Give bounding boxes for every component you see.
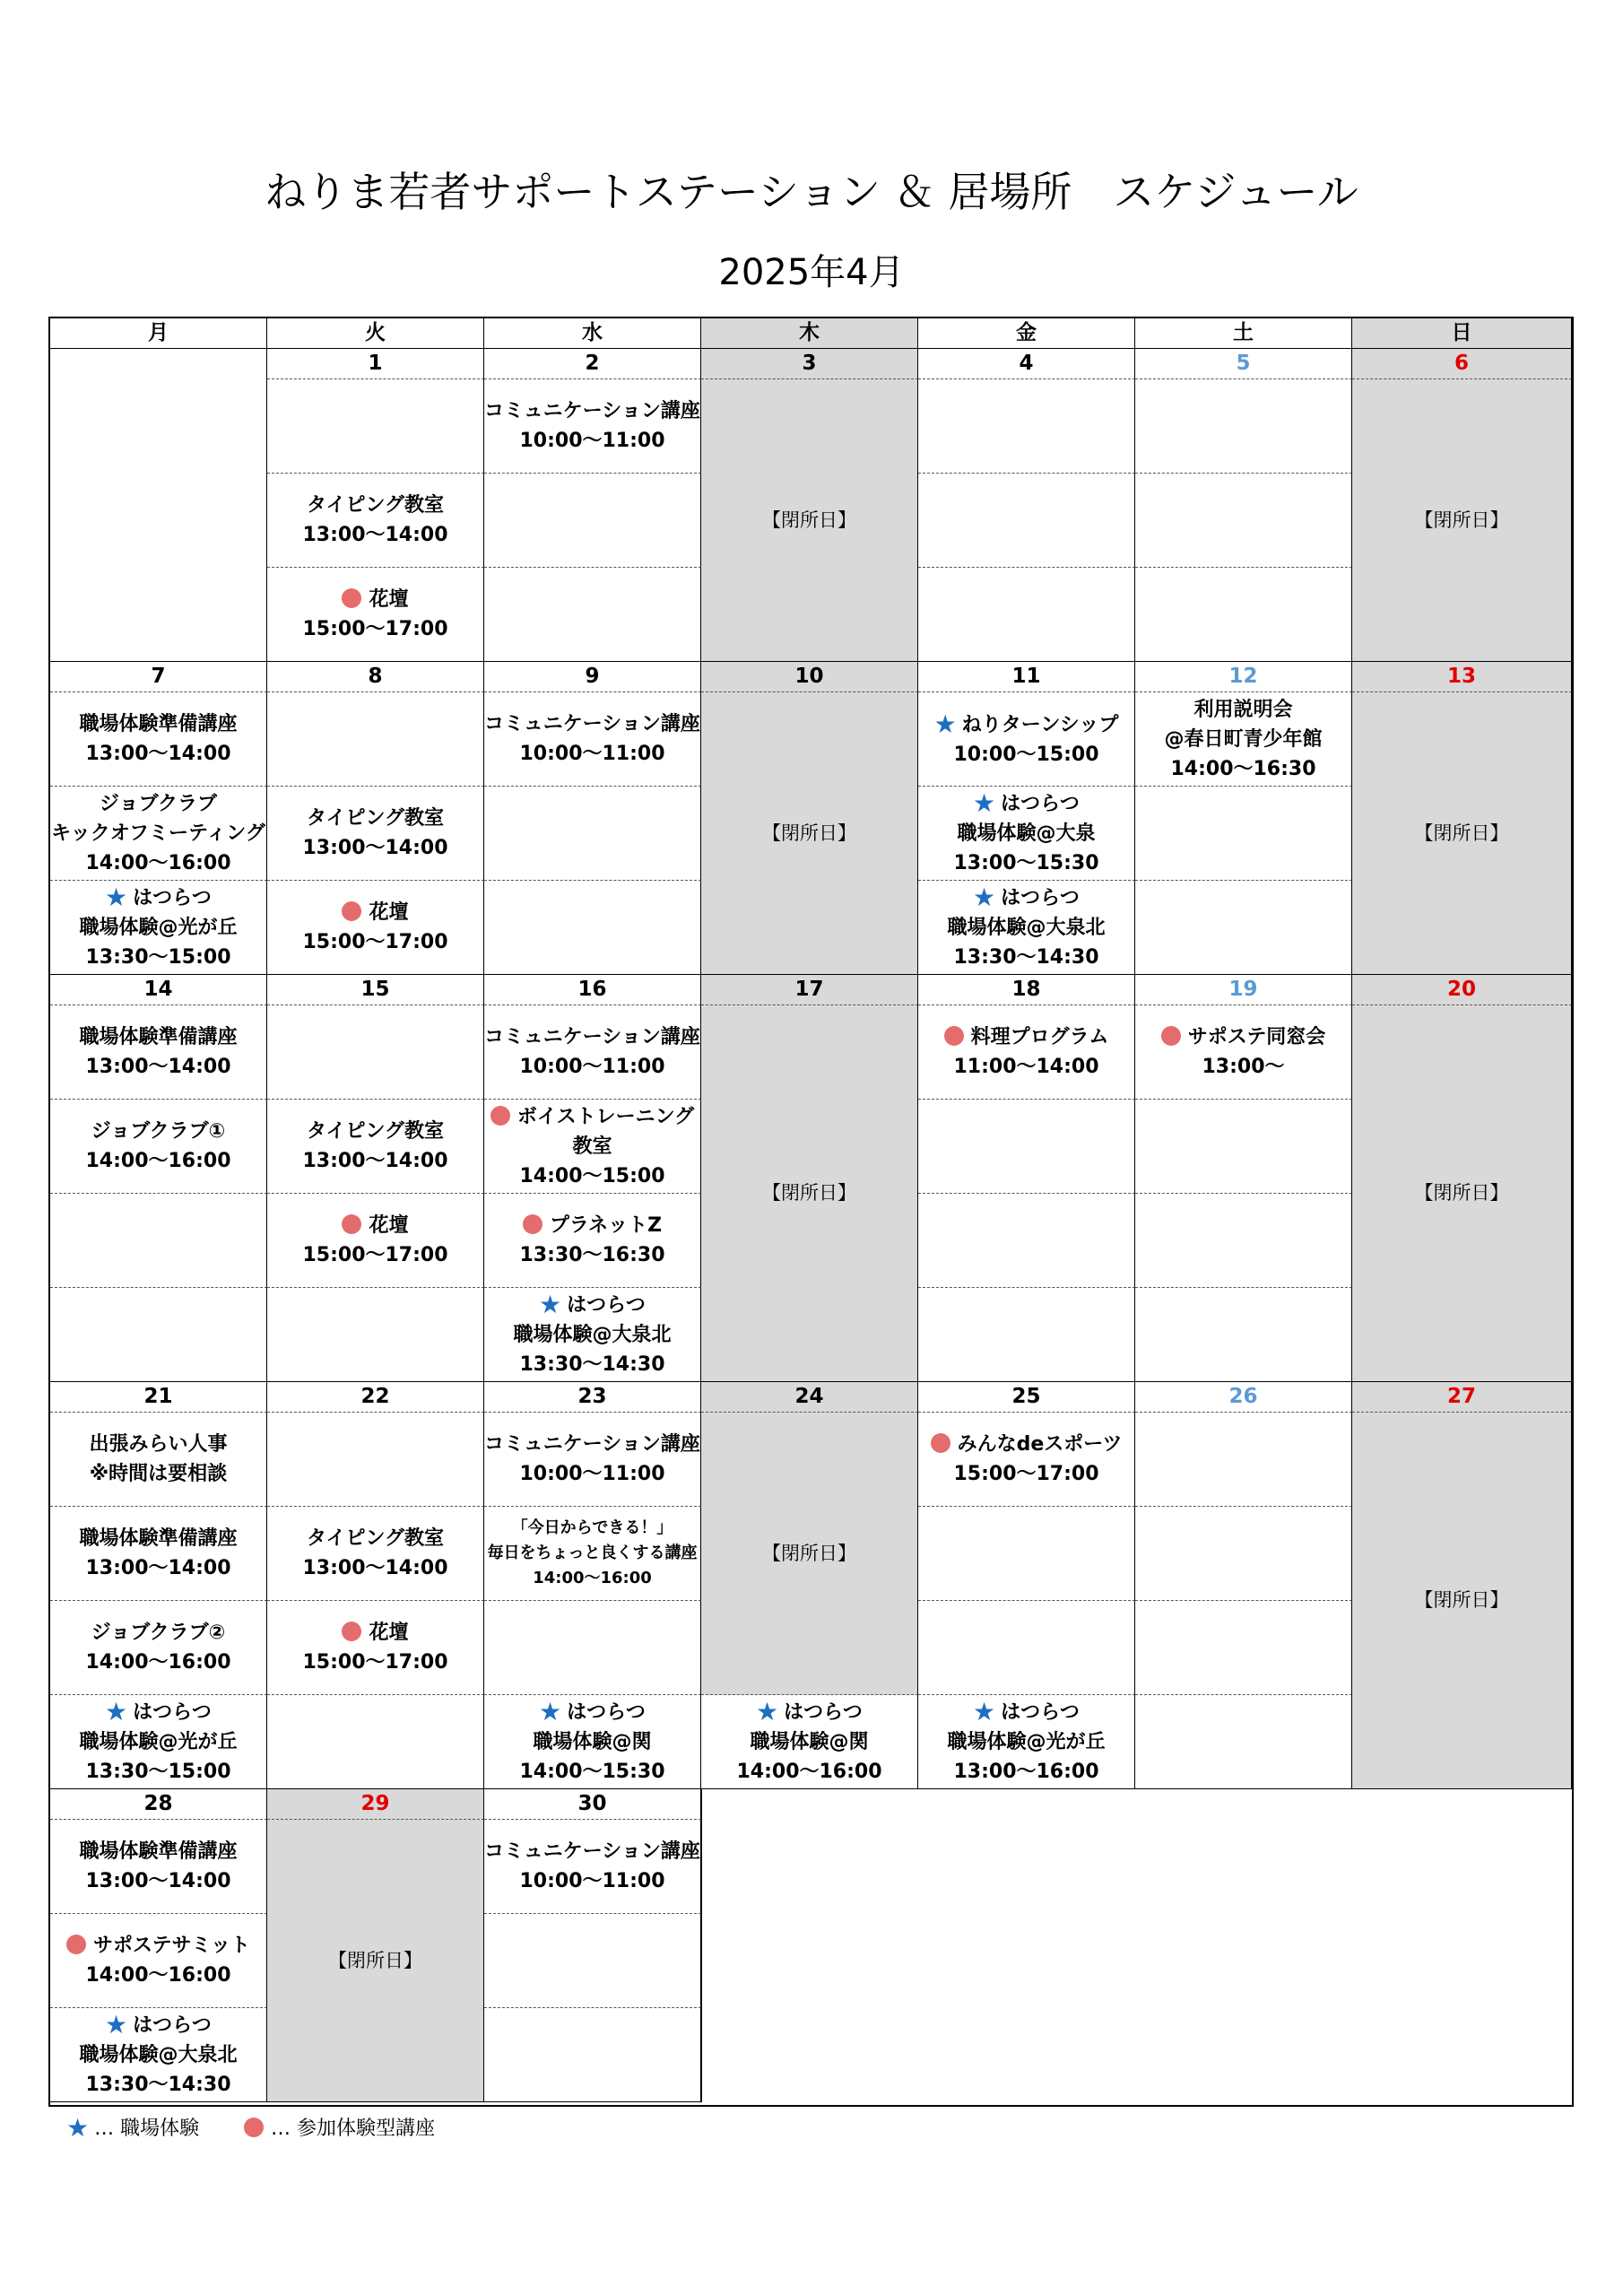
event-cell: [484, 1507, 701, 1601]
event-line: キックオフミーティング: [51, 822, 265, 845]
event-line: コミュニケーション講座: [484, 400, 700, 422]
star-icon: ★: [973, 788, 996, 818]
event-cell: [267, 568, 484, 662]
event-line: 花壇: [369, 1214, 409, 1237]
empty-slot: [918, 1288, 1135, 1382]
event-line: 料理プログラム: [970, 1026, 1109, 1048]
event-line: 毎日をちょっと良くする講座: [487, 1544, 698, 1562]
circle-icon: [944, 1026, 964, 1046]
event-line: はつらつ: [1001, 887, 1080, 909]
event-cell: [484, 1288, 701, 1382]
empty-slot: [267, 1413, 484, 1507]
event-line: 職場体験@大泉北: [79, 2044, 238, 2066]
event-line: 13:00〜14:00: [85, 1056, 231, 1078]
event-line: 15:00〜17:00: [302, 1651, 448, 1674]
event-line: 花壇: [369, 901, 409, 924]
event-cell: [267, 1601, 484, 1695]
day-number: 3: [701, 349, 918, 379]
closed-day-label: 【閉所日】: [701, 692, 918, 975]
event-line: プラネットZ: [549, 1214, 663, 1237]
event-line: 15:00〜17:00: [302, 1244, 448, 1266]
event-cell: [918, 692, 1135, 787]
closed-day-label: 【閉所日】: [701, 1413, 918, 1695]
weekday-header: 木: [701, 318, 918, 349]
circle-icon: [1161, 1026, 1181, 1046]
event-cell: [484, 1100, 701, 1194]
event-line: はつらつ: [133, 887, 212, 909]
event-line: 11:00〜14:00: [953, 1056, 1099, 1078]
star-icon: ★: [756, 1697, 779, 1726]
event-line: みんなdeスポーツ: [957, 1433, 1123, 1456]
day-number: 5: [1135, 349, 1352, 379]
star-icon: ★: [105, 883, 128, 912]
event-line: 14:00〜16:00: [85, 1651, 231, 1674]
blank-area: [701, 1789, 1572, 2102]
event-line: タイピング教室: [306, 807, 445, 830]
event-line: タイピング教室: [306, 1120, 445, 1143]
event-line: 花壇: [369, 588, 409, 611]
event-cell: [484, 692, 701, 787]
closed-day-label: 【閉所日】: [701, 1005, 918, 1382]
event-line: 14:00〜16:00: [533, 1569, 652, 1587]
event-line: 13:00〜14:00: [85, 1870, 231, 1892]
event-cell: [50, 1413, 267, 1507]
event-cell: [918, 1695, 1135, 1789]
day-number: 30: [484, 1789, 701, 1820]
empty-slot: [1135, 1413, 1352, 1507]
event-cell: [50, 1914, 267, 2008]
event-cell: [918, 881, 1135, 975]
event-line: 10:00〜11:00: [519, 743, 665, 765]
event-line: 職場体験@光が丘: [947, 1731, 1106, 1753]
event-line: はつらつ: [133, 2014, 212, 2037]
circle-icon: [490, 1106, 510, 1126]
day-number: 18: [918, 975, 1135, 1005]
day-number: 24: [701, 1382, 918, 1413]
event-line: はつらつ: [133, 1701, 212, 1724]
empty-slot: [50, 1194, 267, 1288]
empty-slot: [484, 1601, 701, 1695]
event-line: はつらつ: [1001, 1701, 1080, 1724]
event-line: タイピング教室: [306, 1527, 445, 1550]
event-cell: [50, 1100, 267, 1194]
empty-slot: [1135, 568, 1352, 662]
event-cell: [918, 1413, 1135, 1507]
event-line: はつらつ: [784, 1701, 863, 1724]
legend-star: [66, 2113, 199, 2143]
event-line: 職場体験準備講座: [79, 1840, 238, 1863]
day-number: 19: [1135, 975, 1352, 1005]
empty-slot: [918, 1100, 1135, 1194]
day-number: 16: [484, 975, 701, 1005]
star-icon: ★: [973, 883, 996, 912]
event-cell: [484, 1413, 701, 1507]
day-number: 11: [918, 662, 1135, 692]
event-line: 出張みらい人事: [89, 1433, 228, 1456]
event-cell: [484, 1695, 701, 1789]
empty-slot: [484, 2008, 701, 2102]
empty-slot: [1135, 1601, 1352, 1695]
event-cell: [50, 1601, 267, 1695]
event-cell: [918, 1005, 1135, 1100]
circle-icon: [244, 2118, 264, 2137]
circle-icon: [523, 1214, 542, 1234]
event-line: 花壇: [369, 1622, 409, 1644]
event-line: 13:30〜14:30: [85, 2074, 231, 2096]
event-line: 10:00〜11:00: [519, 430, 665, 452]
empty-slot: [918, 379, 1135, 474]
event-cell: [50, 692, 267, 787]
event-line: 職場体験@光が丘: [79, 917, 238, 939]
day-number: 9: [484, 662, 701, 692]
day-number: 22: [267, 1382, 484, 1413]
day-number: 8: [267, 662, 484, 692]
empty-slot: [267, 692, 484, 787]
legend-dot: [244, 2113, 435, 2141]
event-line: ※時間は要相談: [89, 1463, 228, 1485]
circle-icon: [931, 1433, 950, 1453]
event-line: 15:00〜17:00: [953, 1463, 1099, 1485]
day-number: 6: [1352, 349, 1572, 379]
event-cell: [50, 1005, 267, 1100]
event-line: @春日町青少年館: [1164, 727, 1323, 751]
day-number: 1: [267, 349, 484, 379]
event-line: 14:00〜15:00: [519, 1164, 665, 1187]
day-number: 2: [484, 349, 701, 379]
event-line: 職場体験準備講座: [79, 713, 238, 735]
event-line: 10:00〜11:00: [519, 1056, 665, 1078]
empty-slot: [267, 1695, 484, 1789]
event-line: 13:00〜14:00: [302, 1150, 448, 1172]
empty-slot: [1135, 787, 1352, 881]
weekday-header: 金: [918, 318, 1135, 349]
event-cell: [1135, 1005, 1352, 1100]
event-line: 13:00〜: [1202, 1056, 1285, 1078]
event-line: ジョブクラブ②: [91, 1622, 226, 1644]
event-cell: [267, 881, 484, 975]
event-cell: [50, 1695, 267, 1789]
calendar-grid: [48, 317, 1574, 2107]
event-line: 13:30〜15:00: [85, 946, 231, 969]
event-line: 職場体験準備講座: [79, 1026, 238, 1048]
weekday-header: 火: [267, 318, 484, 349]
empty-slot: [918, 474, 1135, 568]
day-number: 26: [1135, 1382, 1352, 1413]
star-icon: ★: [66, 2113, 90, 2143]
event-cell: [701, 1695, 918, 1789]
day-number: 20: [1352, 975, 1572, 1005]
event-cell: [267, 1507, 484, 1601]
event-line: ねりターンシップ: [961, 713, 1119, 736]
empty-slot: [1135, 1100, 1352, 1194]
event-cell: [484, 1194, 701, 1288]
event-cell: [50, 1507, 267, 1601]
empty-slot: [50, 1288, 267, 1382]
event-line: 職場体験準備講座: [79, 1527, 238, 1550]
event-line: 14:00〜16:00: [85, 1150, 231, 1172]
event-line: 職場体験@大泉: [957, 822, 1096, 845]
empty-slot: [484, 787, 701, 881]
empty-slot: [1135, 1695, 1352, 1789]
empty-slot: [918, 1194, 1135, 1288]
event-cell: [484, 1005, 701, 1100]
circle-icon: [342, 901, 361, 921]
event-line: 14:00〜16:00: [736, 1761, 882, 1783]
event-line: 職場体験@関: [533, 1731, 652, 1753]
event-line: 10:00〜11:00: [519, 1870, 665, 1892]
weekday-header: 土: [1135, 318, 1352, 349]
event-line: はつらつ: [567, 1294, 646, 1317]
event-line: サポステ同窓会: [1187, 1026, 1326, 1048]
day-number: 14: [50, 975, 267, 1005]
empty-slot: [484, 568, 701, 662]
weekday-header: 水: [484, 318, 701, 349]
event-line: 職場体験@関: [750, 1731, 869, 1753]
empty-slot: [484, 474, 701, 568]
empty-slot: [1135, 1507, 1352, 1601]
star-icon: ★: [105, 1697, 128, 1726]
event-cell: [267, 787, 484, 881]
closed-day-label: 【閉所日】: [1352, 1005, 1572, 1382]
circle-icon: [342, 1214, 361, 1234]
event-cell: [484, 1820, 701, 1914]
event-line: コミュニケーション講座: [484, 713, 700, 735]
day-number: 23: [484, 1382, 701, 1413]
day-number: 7: [50, 662, 267, 692]
event-line: 13:30〜16:30: [519, 1244, 665, 1266]
star-icon: ★: [105, 2010, 128, 2039]
event-line: 職場体験@光が丘: [79, 1731, 238, 1753]
event-cell: [267, 474, 484, 568]
empty-slot: [267, 1005, 484, 1100]
day-number: 13: [1352, 662, 1572, 692]
event-line: 13:00〜14:00: [85, 743, 231, 765]
event-line: 14:00〜16:00: [85, 851, 231, 874]
circle-icon: [342, 1622, 361, 1641]
empty-slot: [1135, 881, 1352, 975]
event-cell: [50, 1820, 267, 1914]
day-number: 12: [1135, 662, 1352, 692]
event-line: 14:00〜15:30: [519, 1761, 665, 1783]
event-line: 13:00〜16:00: [953, 1761, 1099, 1783]
event-line: 13:30〜14:30: [519, 1353, 665, 1376]
event-line: サポステサミット: [92, 1935, 251, 1957]
event-line: コミュニケーション講座: [484, 1433, 700, 1456]
event-line: 10:00〜15:00: [953, 743, 1099, 766]
event-line: 14:00〜16:30: [1170, 757, 1316, 780]
event-line: はつらつ: [567, 1701, 646, 1724]
star-icon: ★: [933, 709, 957, 739]
empty-day-cell: [50, 349, 267, 662]
event-line: 利用説明会: [1193, 698, 1293, 721]
event-line: 10:00〜11:00: [519, 1463, 665, 1485]
empty-slot: [1135, 379, 1352, 474]
event-line: 13:00〜14:00: [302, 524, 448, 546]
day-number: 28: [50, 1789, 267, 1820]
day-number: 29: [267, 1789, 484, 1820]
event-line: ジョブクラブ: [100, 792, 217, 815]
event-line: 職場体験@大泉北: [513, 1324, 672, 1346]
event-cell: [484, 379, 701, 474]
empty-slot: [918, 568, 1135, 662]
event-cell: [918, 787, 1135, 881]
empty-slot: [918, 1507, 1135, 1601]
day-number: 10: [701, 662, 918, 692]
day-number: 15: [267, 975, 484, 1005]
circle-icon: [342, 588, 361, 608]
day-number: 4: [918, 349, 1135, 379]
day-number: 17: [701, 975, 918, 1005]
event-line: 13:00〜14:00: [302, 1557, 448, 1579]
legend-star-text: … 職場体験: [94, 2118, 200, 2140]
event-line: コミュニケーション講座: [484, 1840, 700, 1863]
closed-day-label: 【閉所日】: [1352, 379, 1572, 662]
event-cell: [267, 1100, 484, 1194]
empty-slot: [1135, 1288, 1352, 1382]
closed-day-label: 【閉所日】: [1352, 692, 1572, 975]
legend-dot-text: … 参加体験型講座: [271, 2118, 435, 2140]
event-line: 14:00〜16:00: [85, 1964, 231, 1987]
event-line: 職場体験@大泉北: [947, 917, 1106, 939]
empty-slot: [484, 881, 701, 975]
empty-slot: [484, 1914, 701, 2008]
event-line: 15:00〜17:00: [302, 618, 448, 640]
day-number: 27: [1352, 1382, 1572, 1413]
event-line: コミュニケーション講座: [484, 1026, 700, 1048]
event-line: 13:00〜14:00: [85, 1557, 231, 1579]
closed-day-label: 【閉所日】: [267, 1820, 484, 2102]
empty-slot: [1135, 474, 1352, 568]
event-line: ジョブクラブ①: [91, 1120, 226, 1143]
event-line: 教室: [572, 1135, 612, 1158]
day-number: 21: [50, 1382, 267, 1413]
event-cell: [50, 881, 267, 975]
page-title: ねりま若者サポートステーション ＆ 居場所 スケジュール: [265, 168, 1358, 216]
event-line: 13:00〜14:00: [302, 837, 448, 859]
event-cell: [50, 2008, 267, 2102]
event-line: 15:00〜17:00: [302, 931, 448, 953]
event-line: 「今日からできる！」: [511, 1518, 673, 1537]
weekday-header: 月: [50, 318, 267, 349]
empty-slot: [918, 1601, 1135, 1695]
empty-slot: [1135, 1194, 1352, 1288]
empty-slot: [267, 1288, 484, 1382]
weekday-header: 日: [1352, 318, 1572, 349]
star-icon: ★: [973, 1697, 996, 1726]
event-cell: [50, 787, 267, 881]
event-line: タイピング教室: [306, 494, 445, 517]
month-subtitle: 2025年4月: [718, 252, 905, 293]
event-line: 13:30〜14:30: [953, 946, 1099, 969]
empty-slot: [267, 379, 484, 474]
closed-day-label: 【閉所日】: [701, 379, 918, 662]
event-line: 13:00〜15:30: [953, 852, 1099, 874]
event-line: はつらつ: [1001, 793, 1080, 815]
event-cell: [267, 1194, 484, 1288]
event-line: ボイストレーニング: [516, 1105, 695, 1128]
star-icon: ★: [539, 1290, 562, 1319]
circle-icon: [66, 1935, 86, 1954]
star-icon: ★: [539, 1697, 562, 1726]
day-number: 25: [918, 1382, 1135, 1413]
event-line: 13:30〜15:00: [85, 1761, 231, 1783]
closed-day-label: 【閉所日】: [1352, 1413, 1572, 1789]
event-cell: [1135, 692, 1352, 787]
